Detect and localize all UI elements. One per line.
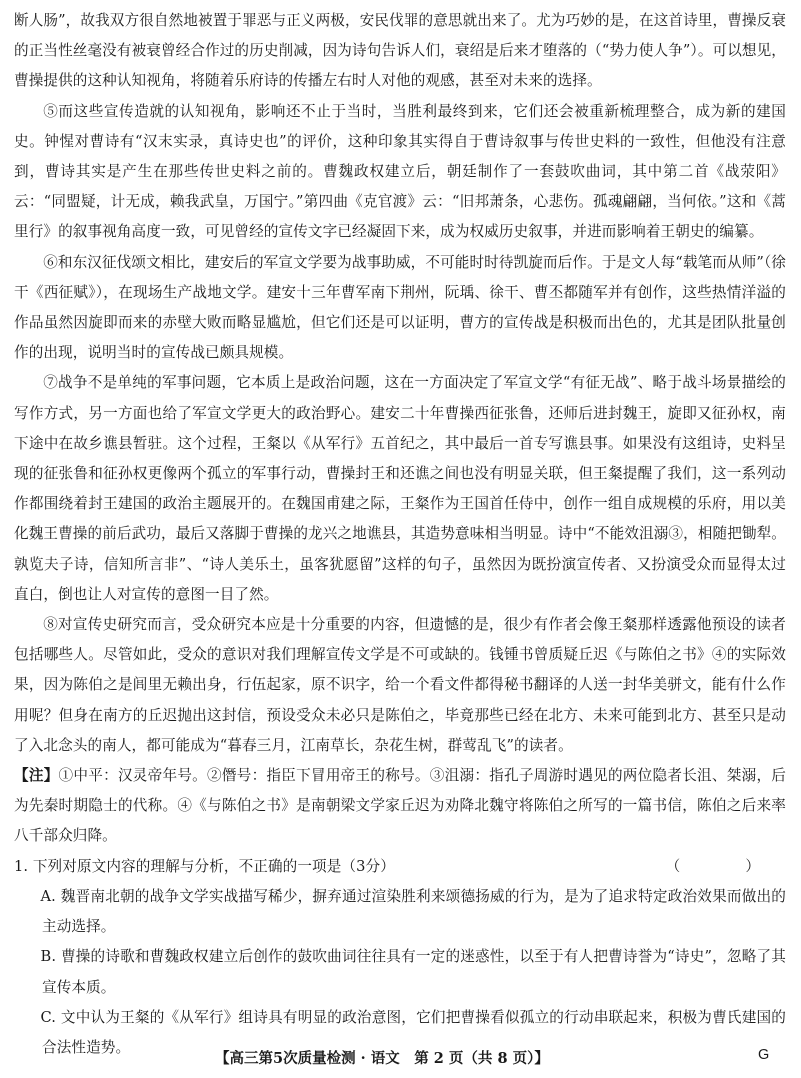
option-b (42, 942, 786, 1002)
article-body (14, 6, 786, 1063)
footer-page-info: 【高三第5次质量检测 · 语文 第 2 页（共 8 页）】 (215, 1050, 549, 1067)
footnotes (14, 761, 786, 852)
option-a (42, 882, 786, 942)
footer-paper-code: G (758, 1047, 770, 1063)
paragraph-continuation: 断人肠”，故我双方很自然地被置于罪恶与正义两极，安民伐罪的意思就出来了。尤为巧妙的是，在这首诗里，曹操反衰的正当性丝毫没有被衰曾经合作过的历史削减，因为诗句告诉人们，衰绍是后来才堕落的（“势力使人争”）。可以想见，曹操提供的这种认知视角，将随着乐府诗的传播左右时人对他的观感，甚至对未来的选择。 (14, 12, 786, 90)
paragraph-6: ⑥和东汉征伐颂文相比，建安后的军宣文学要为战事助威，不可能时时待凯旋而后作。于是文人每“载笔而从师”（徐干《西征赋》），在现场生产战地文学。建安十三年曹军南下荆州，阮瑀、徐干、曹丕都随军并有创作，这些热情洋溢的作品虽然因旋即而来的赤壁大败而略显尴尬，但它们还是可以证明，曹方的宣传战是积极而出色的，尤其是团队批量创作的出现，说明当时的宣传战已颇具规模。 (14, 253, 786, 362)
footnotes-text: ①中平：汉灵帝年号。②僭号：指臣下冒用帝王的称号。③沮溺：指孔子周游时遇见的两位隐者长沮、桀溺，后为先秦时期隐士的代称。④《与陈伯之书》是南朝梁文学家丘迟为劝降北魏守将陈伯之所写的一篇书信，陈伯之后来率八千部众归降。 (14, 767, 786, 845)
option-a-letter: A. (40, 887, 56, 905)
question-stem-row (14, 852, 786, 882)
option-c-text: 文中认为王粲的《从军行》组诗具有明显的政治意图，它们把曹操看似孤立的行动串联起来，积极为曹氏建国的合法性造势。 (42, 1008, 787, 1056)
paragraph-5: ⑤而这些宣传造就的认知视角，影响还不止于当时，当胜利最终到来，它们还会被重新梳理整合，成为新的建国史。钟惺对曹诗有“汉末实录，真诗史也”的评价，这种印象其实得自于曹诗叙事与传世史料的一致性，但他没有注意到，曹诗其实是产生在那些传世史料之前的。曹魏政权建立后，朝廷制作了一套鼓吹曲词，其中第二首《战荥阳》云：“同盟疑，计无成，赖我武皇，万国宁。”第四曲《克官渡》云：“旧邦萧条，心悲伤。孤魂翩翩，当何依。”这和《蒿里行》的叙事视角高度一致，可见曾经的宣传文字已经凝固下来，成为权威历史叙事，并进而影响着王朝史的编纂。 (14, 102, 786, 241)
paragraph-7: ⑦战争不是单纯的军事问题，它本质上是政治问题，这在一方面决定了军宣文学“有征无战”、略于战斗场景描绘的写作方式，另一方面也给了军宣文学更大的政治野心。建安二十年曹操西征张鲁，还师后进封魏王，旋即又征孙权，南下途中在故乡谯县暂驻。这个过程，王粲以《从军行》五首纪之，其中最后一首专写谯县事。如果没有这组诗，史料呈现的征张鲁和征孙权更像两个孤立的军事行动，曹操封王和还谯之间也没有明显关联，但王粲提醒了我们，这一系列动作都围绕着封王建国的政治主题展开的。在魏国甫建之际，王粲作为王国首任侍中，创作一组自成规模的乐府，用以美化魏王曹操的前后武功，最后又落脚于曹操的龙兴之地谯县，其造势意味相当明显。诗中“不能效沮溺③，相随把锄犁。孰览夫子诗，信知所言非”、“诗人美乐土，虽客犹愿留”这样的句子，虽然因为既扮演宣传者、又扮演受众而显得太过直白，倒也让人对宣传的意图一目了然。 (14, 374, 786, 603)
paragraph-8: ⑧对宣传史研究而言，受众研究本应是十分重要的内容，但遗憾的是，很少有作者会像王粲那样透露他预设的读者包括哪些人。尽管如此，受众的意识对我们理解宣传文学是不可或缺的。钱锺书曾质疑丘迟《与陈伯之书》④的实际效果，因为陈伯之是闾里无赖出身，行伍起家，原不识字，给一个看文件都得秘书翻译的人送一封华美骈文，能有什么作用呢？但身在南方的丘迟抛出这封信，预设受众未必只是陈伯之，毕竟那些已经在北方、未来可能到北方、甚至只是动了入北念头的南人，都可能成为“暮春三月，江南草长，杂花生树，群莺乱飞”的读者。 (14, 616, 786, 754)
question-stem: 1. 下列对原文内容的理解与分析，不正确的一项是（3分） (14, 857, 395, 875)
footnotes-label: 【注】 (14, 767, 59, 785)
page-footer (0, 1044, 801, 1070)
option-c-letter: C. (40, 1008, 57, 1026)
answer-blank: （ ） (665, 857, 772, 875)
option-b-text: 曹操的诗歌和曹魏政权建立后创作的鼓吹曲词往往具有一定的迷惑性，以至于有人把曹诗誉为“诗史”，忽略了其宣传本质。 (42, 948, 786, 996)
option-a-text: 魏晋南北朝的战争文学实战描写稀少，摒弃通过渲染胜利来颂德扬威的行为，是为了追求特定政治效果而做出的主动选择。 (42, 887, 786, 936)
option-b-letter: B. (40, 948, 57, 966)
